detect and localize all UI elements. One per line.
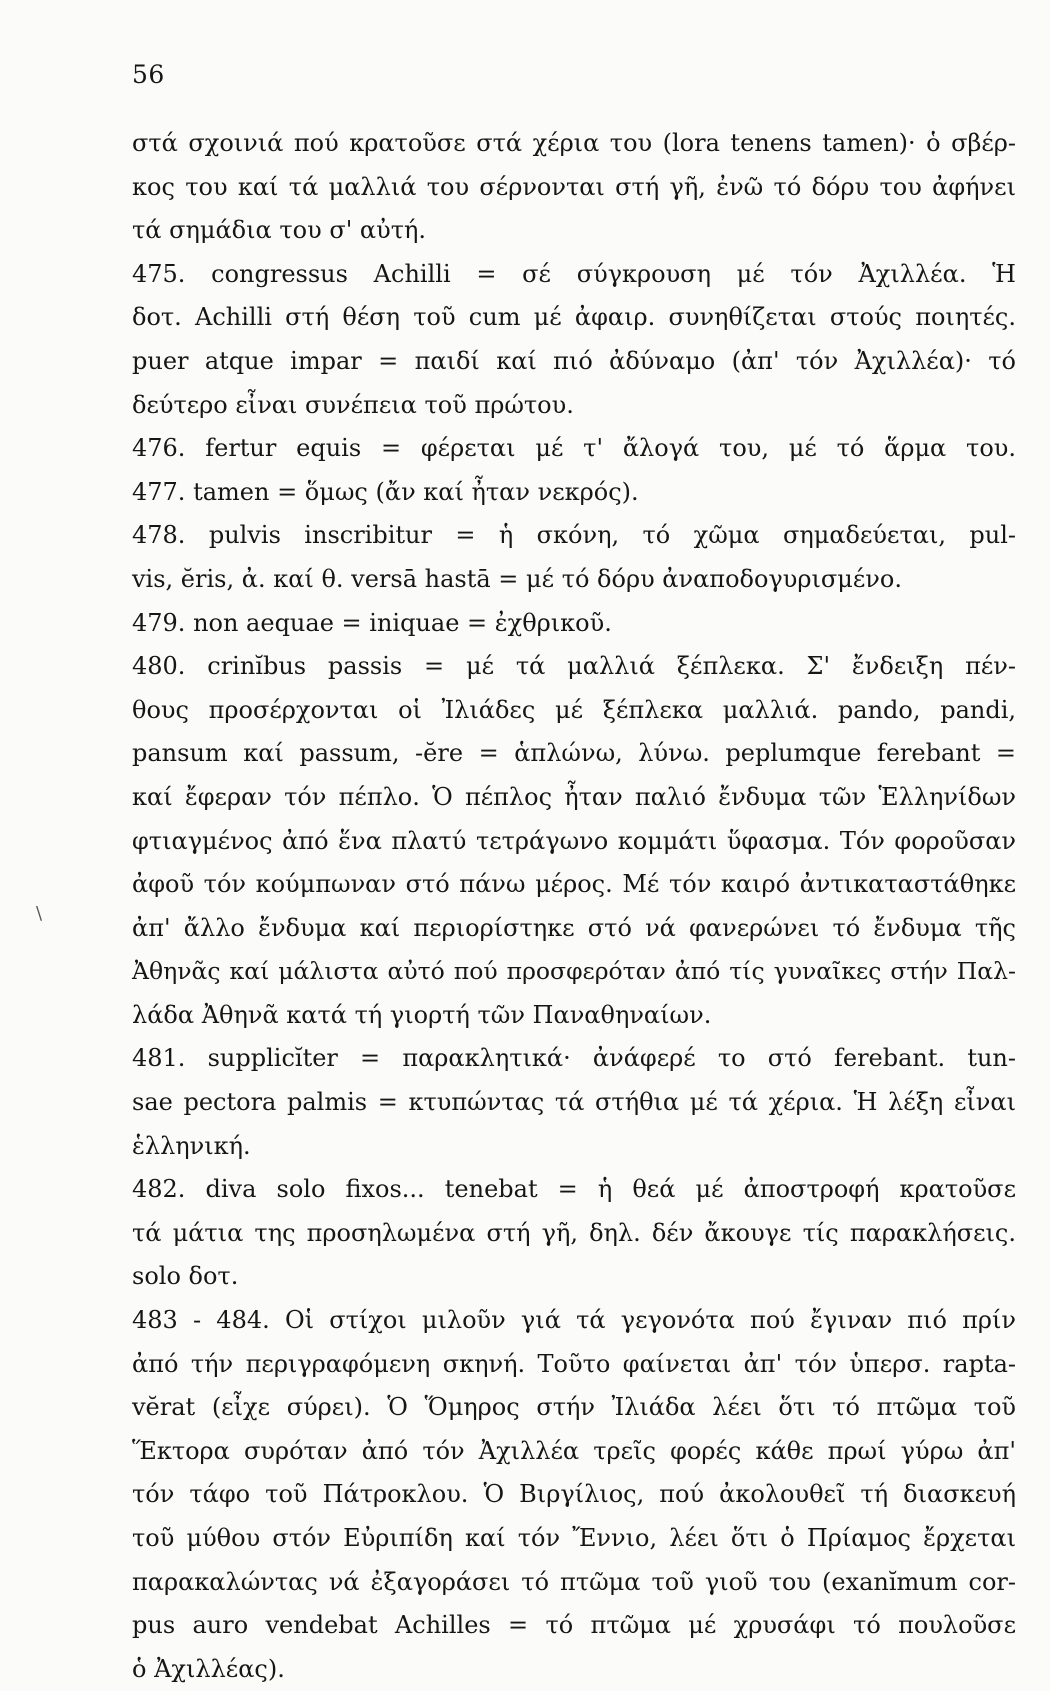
text-line: 477. tamen = ὅμως (ἄν καί ἦταν νεκρός). — [132, 477, 639, 506]
text-line: θους προσέρχονται οἱ Ἰλιάδες μέ ξέπλεκα μαλλιά. pando, pandi, — [132, 695, 1016, 724]
text-line: δοτ. Achilli στή θέση τοῦ cum μέ ἀφαιρ. συνηθίζεται στούς ποιητές. — [132, 303, 1016, 332]
text-line: vis, ĕris, ἀ. καί θ. versā hastā = μέ τό δόρυ ἀναποδογυρισμένο. — [132, 564, 902, 593]
text-line: 480. crinĭbus passis = μέ τά μαλλιά ξέπλεκα. Σ' ἔνδειξη πέν- — [132, 652, 1016, 681]
text-line: puer atque impar = παιδί καί πιό ἀδύναμο (ἀπ' τόν Ἀχιλλέα)· τό — [132, 346, 1016, 375]
text-line: 478. pulvis inscribitur = ἡ σκόνη, τό χῶμα σημαδεύεται, pul- — [132, 521, 1016, 550]
text-line: τά μάτια της προσηλωμένα στή γῆ, δηλ. δέν ἄκουγε τίς παρακλήσεις. — [132, 1218, 1016, 1247]
text-line: λάδα Ἀθηνᾶ κατά τή γιορτή τῶν Παναθηναίων. — [132, 1000, 712, 1029]
text-line: Ἕκτορα συρόταν ἀπό τόν Ἀχιλλέα τρεῖς φορές κάθε πρωί γύρω ἀπ' — [132, 1436, 1016, 1465]
text-line: καί ἔφεραν τόν πέπλο. Ὁ πέπλος ἦταν παλιό ἔνδυμα τῶν Ἑλληνίδων — [132, 782, 1016, 811]
text-line: pus auro vendebat Achilles = τό πτῶμα μέ χρυσάφι τό πουλοῦσε — [132, 1611, 1016, 1640]
text-line: τοῦ μύθου στόν Εὐριπίδη καί τόν Ἔννιο, λέει ὅτι ὁ Πρίαμος ἔρχεται — [132, 1524, 1016, 1552]
text-line: Ἀθηνᾶς καί μάλιστα αὐτό πού προσφερόταν ἀπό τίς γυναῖκες στήν Παλ- — [132, 957, 1016, 986]
text-line: 476. fertur equis = φέρεται μέ τ' ἄλογά του, μέ τό ἅρμα του. — [132, 434, 1016, 463]
page-number: 56 — [132, 60, 165, 89]
text-line: vĕrat (εἶχε σύρει). Ὁ Ὅμηρος στήν Ἰλιάδα λέει ὅτι τό πτῶμα τοῦ — [132, 1393, 1016, 1422]
text-line: παρακαλώντας νά ἐξαγοράσει τό πτῶμα τοῦ γιοῦ του (exanĭmum cor- — [132, 1567, 1016, 1596]
text-line: sae pectora palmis = κτυπώντας τά στήθια μέ τά χέρια. Ἡ λέξη εἶναι — [132, 1088, 1016, 1117]
text-line: στά σχοινιά πού κρατοῦσε στά χέρια του (lora tenens tamen)· ὁ σβέρ- — [132, 129, 1016, 157]
text-line: τά σημάδια του σ' αὐτή. — [132, 216, 427, 245]
text-line: 481. supplicĭter = παρακλητικά· ἀνάφερέ το στό ferebant. tun- — [132, 1044, 1016, 1073]
text-line: 475. congressus Achilli = σέ σύγκρουση μέ τόν Ἀχιλλέα. Ἡ — [132, 259, 1016, 288]
text-line: δεύτερο εἶναι συνέπεια τοῦ πρώτου. — [132, 390, 574, 419]
text-line: ὁ Ἀχιλλέας). — [132, 1654, 285, 1683]
text-line: 482. diva solo fixos... tenebat = ἡ θεά μέ ἀποστροφή κρατοῦσε — [132, 1175, 1016, 1204]
text-line: 479. non aequae = iniquae = ἐχθρικοῦ. — [132, 608, 612, 637]
text-line: pansum καί passum, -ĕre = ἁπλώνω, λύνω. peplumque ferebant = — [132, 739, 1017, 768]
margin-mark: \ — [36, 903, 43, 924]
text-line: φτιαγμένος ἀπό ἕνα πλατύ τετράγωνο κομμάτι ὕφασμα. Τόν φοροῦσαν — [132, 826, 1016, 855]
text-line: ἀπ' ἄλλο ἔνδυμα καί περιορίστηκε στό νά φανερώνει τό ἔνδυμα τῆς — [132, 913, 1016, 942]
commentary-text — [132, 122, 1016, 1691]
text-line: 483 - 484. Οἱ στίχοι μιλοῦν γιά τά γεγονότα πού ἔγιναν πιό πρίν — [132, 1306, 1016, 1335]
text-line: solo δοτ. — [132, 1262, 239, 1291]
text-line: τόν τάφο τοῦ Πάτροκλου. Ὁ Βιργίλιος, πού ἀκολουθεῖ τή διασκευή — [132, 1480, 1016, 1509]
text-line: ἑλληνική. — [132, 1131, 251, 1160]
text-line: κος του καί τά μαλλιά του σέρνονται στή γῆ, ἐνῶ τό δόρυ του ἀφήνει — [132, 172, 1016, 201]
text-line: ἀπό τήν περιγραφόμενη σκηνή. Τοῦτο φαίνεται ἀπ' τόν ὑπερσ. rapta- — [132, 1349, 1016, 1378]
text-line: ἀφοῦ τόν κούμπωναν στό πάνω μέρος. Μέ τόν καιρό ἀντικαταστάθηκε — [132, 870, 1016, 899]
